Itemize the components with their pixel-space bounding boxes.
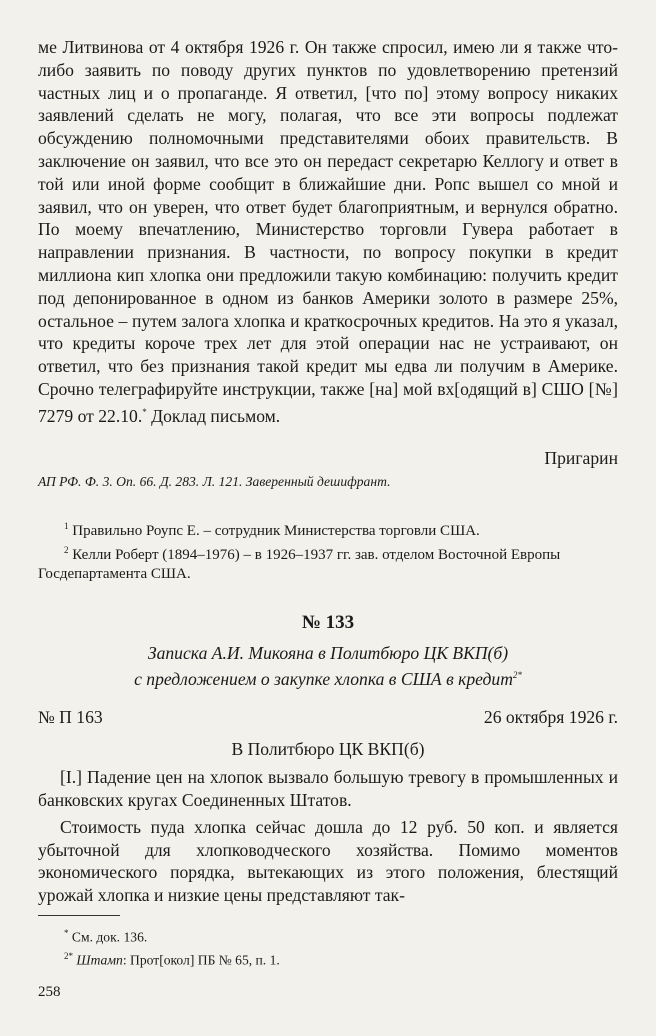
note-1-mark: 1 [64, 521, 69, 532]
paragraph-2: Стоимость пуда хлопка сейчас дошла до 12 руб. 50 коп. и является убыточной для хлопководческого хозяйства. Помимо моментов экономического порядка, вытекающих из этого положения, блестящий урожай хлопка и низкие цены представляют так- [38, 816, 618, 906]
notes-block [38, 517, 618, 584]
footnote-rule [38, 915, 120, 916]
document-title-mark: 2* [512, 670, 522, 681]
letter-body-end: Доклад письмом. [146, 405, 281, 426]
footnote-1 [64, 924, 618, 947]
document-title-line-2-text: с предложением о закупке хлопка в США в кредит [134, 669, 513, 690]
signature: Пригарин [544, 448, 618, 469]
page-content [38, 36, 618, 969]
footnote-1-text: См. док. 136. [68, 929, 148, 945]
footnote-2-text: : Прот[окол] ПБ № 65, п. 1. [122, 952, 280, 968]
footnote-2-mark: 2* [64, 950, 73, 961]
footnote-marker: * [142, 406, 147, 417]
document-ref: № П 163 [38, 707, 103, 728]
document-title-line-1: Записка А.И. Микояна в Политбюро ЦК ВКП(б) [147, 643, 509, 664]
footnote-2-label: Штамп [73, 952, 123, 968]
note-1-text: Правильно Роупс Е. – сотрудник Министерства торговли США. [68, 523, 480, 540]
note-2-mark: 2 [64, 545, 69, 556]
addressee: В Политбюро ЦК ВКП(б) [231, 739, 425, 760]
letter-body [38, 36, 618, 427]
document-title-line-2 [38, 664, 618, 690]
footnotes [38, 924, 618, 969]
footnote-1-mark: * [64, 928, 69, 939]
document-date: 26 октября 1926 г. [483, 707, 618, 728]
page-number: 258 [38, 984, 61, 1000]
note-2 [38, 541, 618, 584]
letter-body-text: ме Литвинова от 4 октября 1926 г. Он также спросил, имею ли я также что-либо заявить по поводу других пунктов по удовлетворению претензий частных лиц и о пропаганде. Я ответил, [что по] этому вопросу никаких заявлений сделать не могу, полагая, что все эти вопросы подлежат обсуждению полномочными представителями обоих правительств. В заключение он заявил, что все это он передаст секретарю Келлогу и ответ в той или иной форме сообщит в ближайшие дни. Ропс вышел со мной и заявил, что он уверен, что ответ будет благоприятным, и вернулся обратно. По моему впечатлению, Министерство торговли Гувера работает в направлении признания. В частности, по вопросу покупки в кредит миллиона кип хлопка они предложили такую комбинацию: получить кредит под депонированное в одном из банков Америки золото в размере 25%, остальное – путем залога хлопка и краткосрочных кредитов. На это я указал, что кредиты короче трех лет для этой операции нас не устраивают, он ответил, что без признания такой кредит мы едва ли получим в Америке. Срочно телеграфируйте инструкции, также [на] мой вх[одящий в] СШО [№] 7279 от 22.10. [38, 37, 618, 426]
document-number: № 133 [301, 612, 355, 634]
paragraph-1: [I.] Падение цен на хлопок вызвало большую тревогу в промышленных и банковских кругах Соединенных Штатов. [38, 767, 618, 811]
document-title [38, 642, 618, 690]
footnote-2 [64, 947, 618, 970]
archive-reference: АП РФ. Ф. 3. Оп. 66. Д. 283. Л. 121. Заверенный дешифрант. [38, 474, 391, 490]
reference-row [38, 706, 618, 728]
note-2-text: Келли Роберт (1894–1976) – в 1926–1937 гг. зав. отделом Восточной Европы Госдепартамента США. [38, 547, 561, 583]
note-1 [38, 517, 618, 541]
